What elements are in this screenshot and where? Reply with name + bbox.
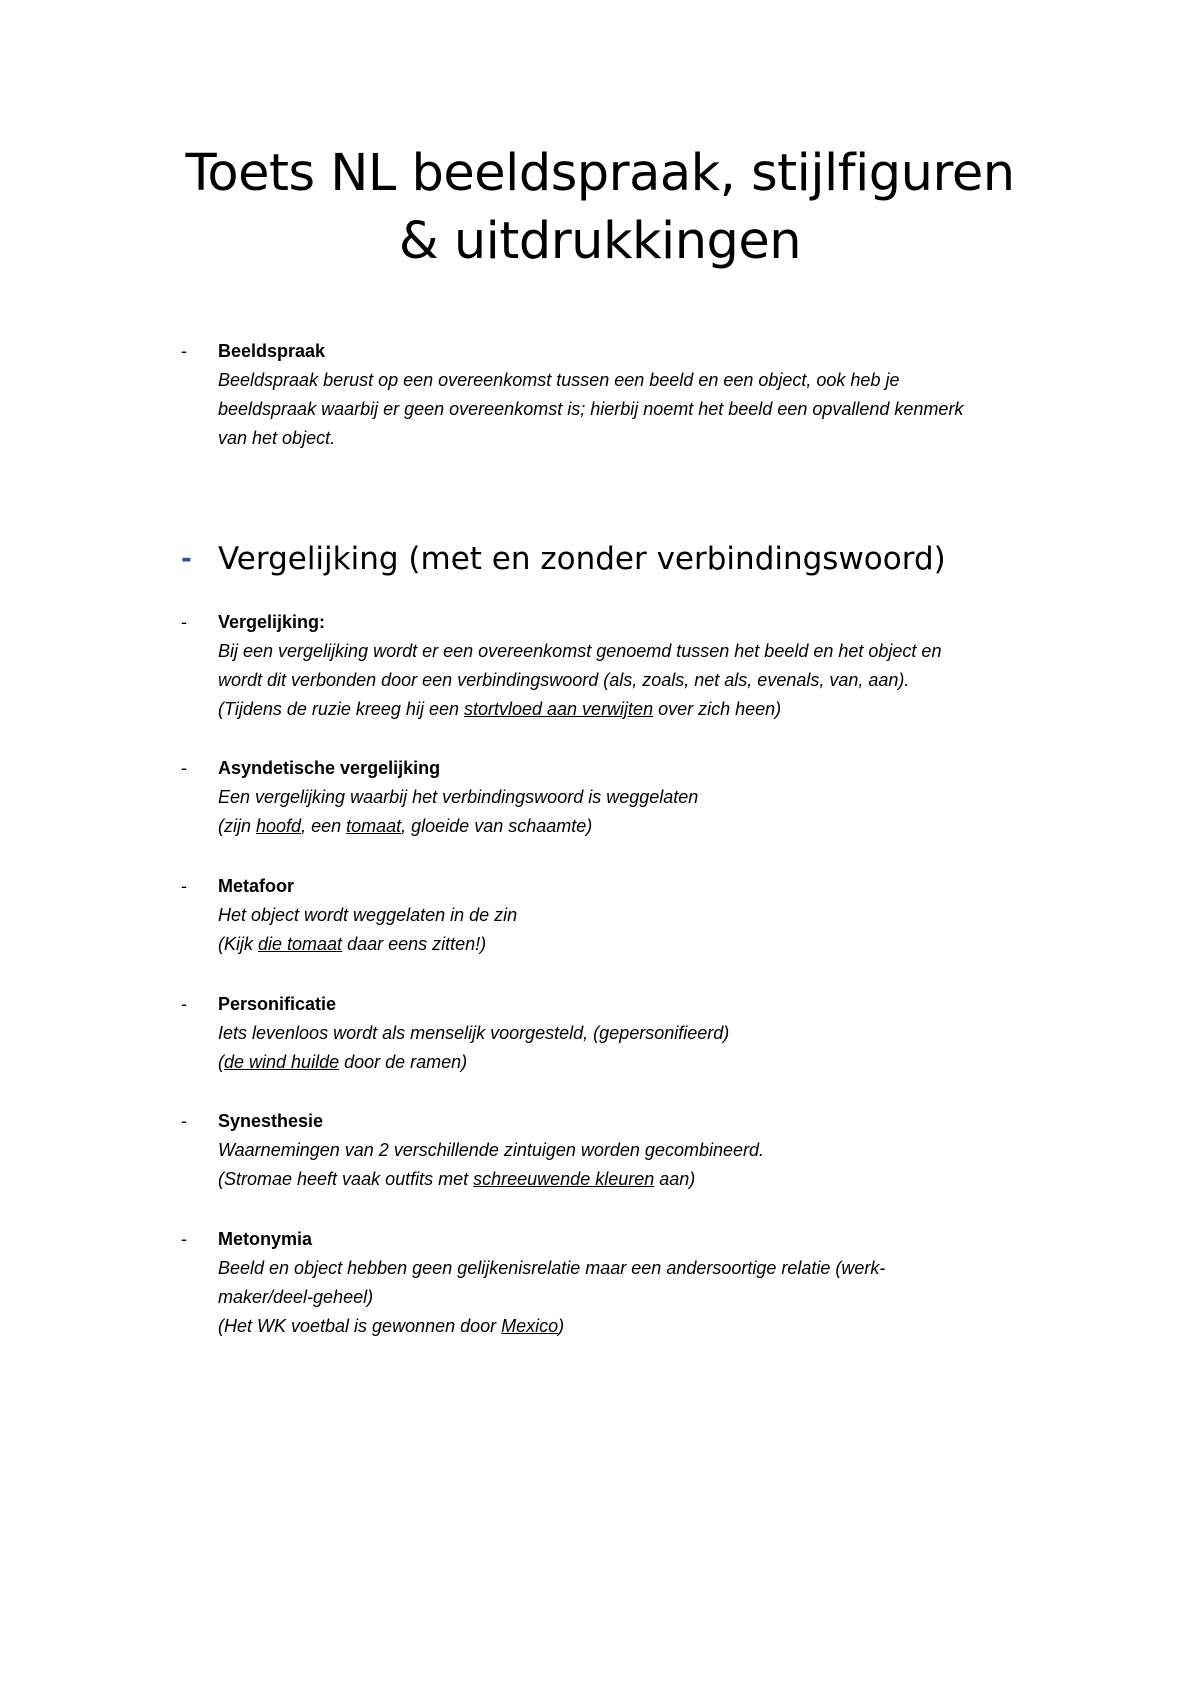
term-description — [218, 1019, 1098, 1077]
example-text: (Tijdens de ruzie kreeg hij een — [218, 699, 464, 719]
term-description — [218, 1136, 1098, 1194]
term-description — [218, 783, 1098, 841]
example-highlight: hoofd — [256, 816, 302, 836]
description-line: Bij een vergelijking wordt er een overeenkomst genoemd tussen het beeld en het object en — [218, 641, 942, 661]
example-text: , gloeide van schaamte) — [401, 816, 593, 836]
section-heading: Vergelijking (met en zonder verbindingswoord) — [218, 541, 946, 577]
term-label: Personificatie — [218, 994, 337, 1014]
example-text: daar eens zitten!) — [342, 934, 487, 954]
term-description — [218, 901, 1098, 959]
description-line: Een vergelijking waarbij het verbindingswoord is weggelaten — [218, 787, 699, 807]
term-label: Metonymia — [218, 1229, 313, 1249]
example-sentence — [218, 930, 1098, 959]
title-line-2: & uitdrukkingen — [398, 212, 802, 271]
example-text: , een — [301, 816, 347, 836]
example-sentence — [218, 812, 1098, 841]
term-description — [218, 1254, 1098, 1341]
bullet-dash: - — [181, 994, 187, 1014]
term-label: Vergelijking: — [218, 612, 326, 632]
document-title — [100, 140, 1100, 276]
example-text: (Stromae heeft vaak outfits met — [218, 1169, 474, 1189]
term-label: Asyndetische vergelijking — [218, 758, 441, 778]
example-sentence — [218, 1048, 1098, 1077]
intro-description — [218, 366, 1098, 453]
description-line: Beeldspraak berust op een overeenkomst tussen een beeld en een object, ook heb je — [218, 370, 900, 390]
description-line: maker/deel-geheel) — [218, 1287, 374, 1307]
bullet-dash: - — [181, 758, 187, 778]
bullet-dash: - — [181, 1229, 187, 1249]
example-highlight: de wind huilde — [224, 1052, 340, 1072]
example-highlight: tomaat — [346, 816, 402, 836]
section-bullet-dash: - — [181, 544, 192, 574]
description-line: Beeld en object hebben geen gelijkenisrelatie maar een andersoortige relatie (werk- — [218, 1258, 886, 1278]
example-text: (Het WK voetbal is gewonnen door — [218, 1316, 502, 1336]
example-highlight: schreeuwende kleuren — [473, 1169, 655, 1189]
example-text: over zich heen) — [653, 699, 782, 719]
example-sentence — [218, 695, 1098, 724]
example-highlight: die tomaat — [258, 934, 343, 954]
description-line: beeldspraak waarbij er geen overeenkomst is; hierbij noemt het beeld een opvallend kenmerk — [218, 399, 964, 419]
description-line: Waarnemingen van 2 verschillende zintuigen worden gecombineerd. — [218, 1140, 764, 1160]
bullet-dash: - — [181, 876, 187, 896]
example-text: (zijn — [218, 816, 257, 836]
example-text: (Kijk — [218, 934, 258, 954]
example-text: door de ramen) — [339, 1052, 468, 1072]
example-sentence — [218, 1165, 1098, 1194]
term-label: Metafoor — [218, 876, 294, 896]
description-line: Het object wordt weggelaten in de zin — [218, 905, 518, 925]
intro-term: Beeldspraak — [218, 341, 326, 361]
description-line: Iets levenloos wordt als menselijk voorgesteld, (gepersonifieerd) — [218, 1023, 730, 1043]
term-label: Synesthesie — [218, 1111, 324, 1131]
example-highlight: Mexico — [501, 1316, 559, 1336]
bullet-dash: - — [181, 341, 187, 361]
description-line: van het object. — [218, 428, 336, 448]
example-text: ) — [558, 1316, 565, 1336]
title-line-1: Toets NL beeldspraak, stijlfiguren — [185, 144, 1015, 203]
bullet-dash: - — [181, 612, 187, 632]
description-line: wordt dit verbonden door een verbindingswoord (als, zoals, net als, evenals, van, aan). — [218, 670, 910, 690]
term-description — [218, 637, 1098, 724]
example-highlight: stortvloed aan verwijten — [463, 699, 654, 719]
bullet-dash: - — [181, 1111, 187, 1131]
example-text: aan) — [654, 1169, 696, 1189]
example-sentence — [218, 1312, 1098, 1341]
example-text: ( — [218, 1052, 224, 1072]
